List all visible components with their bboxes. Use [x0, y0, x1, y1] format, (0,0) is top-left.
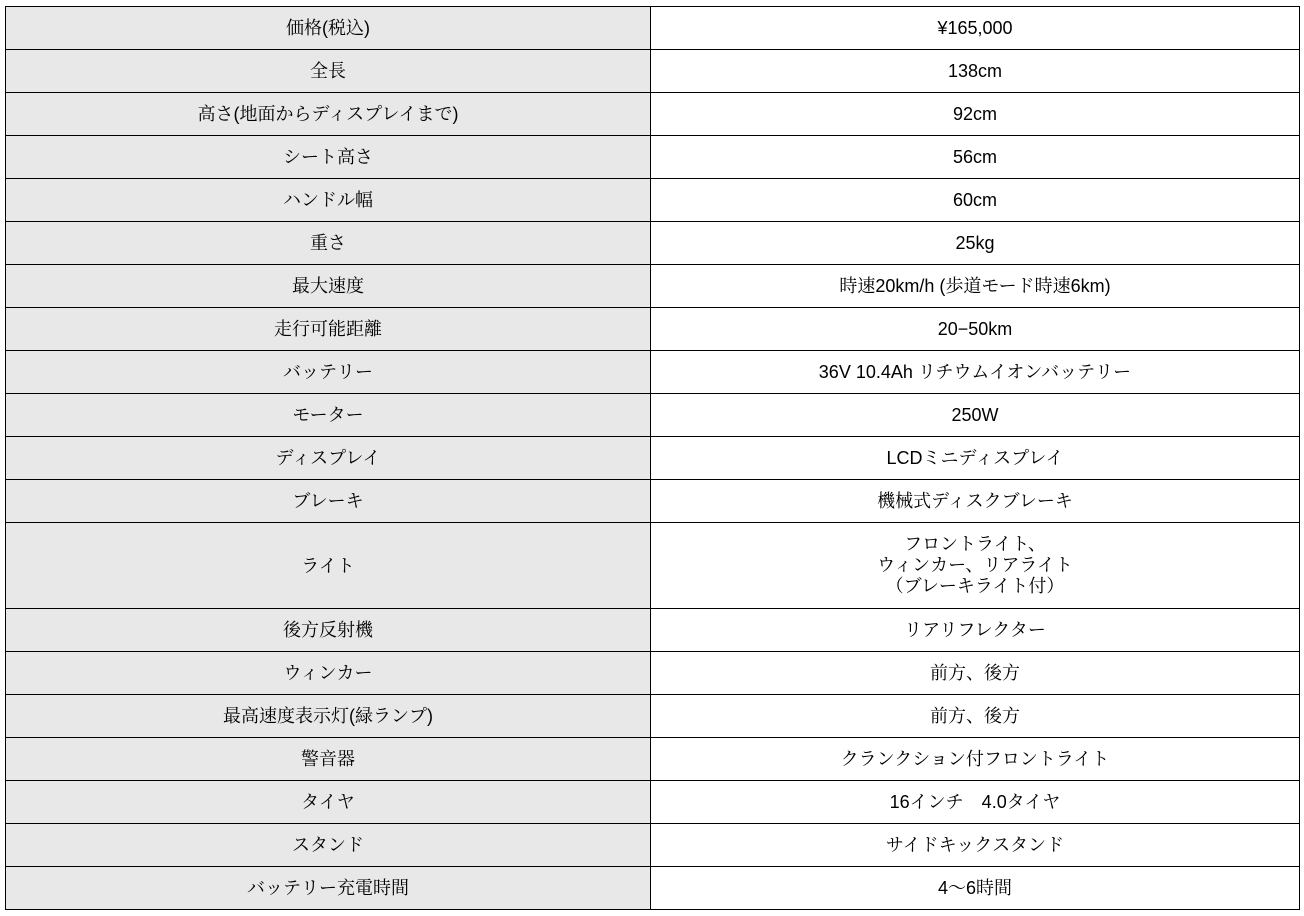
table-row: [6, 7, 1300, 50]
table-row: [6, 824, 1300, 867]
spec-value-cell: [651, 265, 1300, 308]
spec-value-cell: [651, 781, 1300, 824]
table-row: [6, 867, 1300, 910]
spec-label-cell: ブレーキ: [6, 480, 651, 523]
spec-value-line: 138cm: [947, 60, 1003, 81]
spec-value-line: リアリフレクター: [904, 619, 1046, 640]
spec-table: [5, 6, 1300, 910]
spec-label-cell: モーター: [6, 394, 651, 437]
table-row: [6, 308, 1300, 351]
spec-label-cell: タイヤ: [6, 781, 651, 824]
spec-value-line: 250W: [951, 404, 999, 425]
table-row: [6, 480, 1300, 523]
spec-value-line: 20−50km: [937, 318, 1013, 339]
spec-value-cell: [651, 308, 1300, 351]
spec-label-cell: ウィンカー: [6, 652, 651, 695]
table-row: [6, 179, 1300, 222]
spec-value-cell: [651, 824, 1300, 867]
spec-value-cell: [651, 7, 1300, 50]
spec-value-line: 25kg: [955, 232, 995, 253]
spec-label-cell: 全長: [6, 50, 651, 93]
table-row: [6, 695, 1300, 738]
spec-label-cell: 走行可能距離: [6, 308, 651, 351]
table-row: [6, 437, 1300, 480]
table-row: [6, 781, 1300, 824]
spec-value-line: 機械式ディスクブレーキ: [877, 490, 1073, 511]
spec-value-line: 前方、後方: [930, 662, 1020, 683]
spec-value-cell: [651, 437, 1300, 480]
spec-label-cell: ディスプレイ: [6, 437, 651, 480]
spec-value-cell: [651, 93, 1300, 136]
spec-value-line: 時速20km/h (歩道モード時速6km): [839, 275, 1111, 296]
spec-value-line: 前方、後方: [930, 705, 1020, 726]
spec-value-cell: [651, 609, 1300, 652]
table-row: [6, 222, 1300, 265]
table-row: [6, 351, 1300, 394]
spec-label-cell: バッテリー充電時間: [6, 867, 651, 910]
table-row: [6, 93, 1300, 136]
spec-label-cell: 価格(税込): [6, 7, 651, 50]
spec-value-line: 56cm: [952, 146, 997, 167]
spec-value-line: 4〜6時間: [937, 877, 1013, 898]
spec-value-line: LCDミニディスプレイ: [886, 447, 1064, 468]
table-row: [6, 738, 1300, 781]
spec-value-line: 92cm: [952, 103, 997, 124]
spec-value-cell: [651, 523, 1300, 609]
spec-value-cell: [651, 867, 1300, 910]
spec-label-cell: ライト: [6, 523, 651, 609]
spec-value-line: （ブレーキライト付）: [885, 576, 1065, 596]
spec-label-cell: 警音器: [6, 738, 651, 781]
spec-value-line: クランクション付フロントライト: [840, 748, 1110, 769]
spec-value-cell: [651, 179, 1300, 222]
spec-label-cell: 高さ(地面からディスプレイまで): [6, 93, 651, 136]
spec-value-cell: [651, 738, 1300, 781]
spec-value-cell: [651, 222, 1300, 265]
spec-value-cell: [651, 394, 1300, 437]
spec-value-line: サイドキックスタンド: [885, 834, 1065, 855]
table-row: [6, 265, 1300, 308]
spec-value-line: 36V 10.4Ah リチウムイオンバッテリー: [818, 361, 1132, 382]
table-row: [6, 652, 1300, 695]
table-row: [6, 523, 1300, 609]
spec-value-line: ウィンカー、リアライト: [877, 555, 1073, 575]
spec-value-cell: [651, 480, 1300, 523]
spec-table-body: [6, 7, 1300, 910]
spec-value-cell: [651, 652, 1300, 695]
spec-label-cell: シート高さ: [6, 136, 651, 179]
spec-value-line: 16インチ 4.0タイヤ: [889, 791, 1061, 812]
table-row: [6, 394, 1300, 437]
spec-label-cell: 後方反射機: [6, 609, 651, 652]
spec-value-cell: [651, 136, 1300, 179]
spec-label-cell: 最大速度: [6, 265, 651, 308]
spec-label-cell: 最高速度表示灯(緑ランプ): [6, 695, 651, 738]
spec-value-line: 60cm: [952, 189, 997, 210]
spec-label-cell: スタンド: [6, 824, 651, 867]
spec-value-line: フロントライト、: [904, 534, 1046, 554]
spec-value-cell: [651, 695, 1300, 738]
table-row: [6, 609, 1300, 652]
spec-value-cell: [651, 351, 1300, 394]
spec-value-line: ¥165,000: [937, 17, 1013, 38]
spec-label-cell: バッテリー: [6, 351, 651, 394]
spec-value-cell: [651, 50, 1300, 93]
table-row: [6, 136, 1300, 179]
spec-label-cell: 重さ: [6, 222, 651, 265]
table-row: [6, 50, 1300, 93]
spec-label-cell: ハンドル幅: [6, 179, 651, 222]
